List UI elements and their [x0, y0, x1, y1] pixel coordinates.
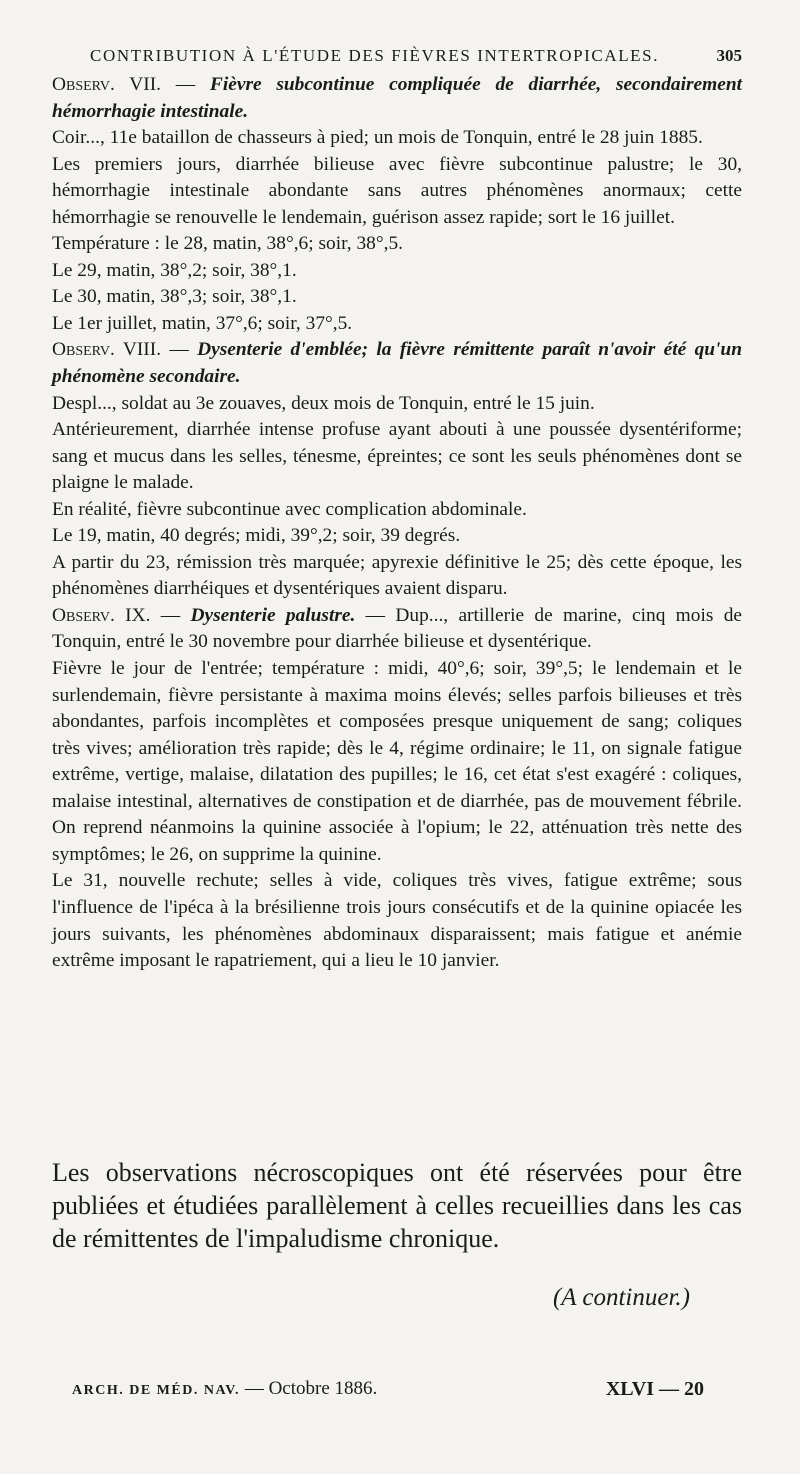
observation-number: VIII.: [122, 339, 162, 361]
observation-number: IX.: [125, 604, 151, 626]
observation-lead: — Dup..., artillerie de marine, cinq mois de Tonquin, entré le 30 novembre pour diarrhée bilieuse et dysentérique.: [52, 604, 742, 653]
observation-label: Observ.: [52, 604, 115, 626]
observation-title: Dysenterie d'emblée; la fièvre rémittente paraît n'avoir été qu'un phénomène secondaire.: [52, 339, 742, 388]
paragraph: Coir..., 11e bataillon de chasseurs à pied; un mois de Tonquin, entré le 28 juin 1885.: [52, 127, 703, 149]
to-be-continued: (A continuer.): [552, 1284, 690, 1311]
paragraph: Fièvre le jour de l'entrée; température : midi, 40°,6; soir, 39°,5; le lendemain et le surlendemain, fièvre persistante à maxima moins élevés; selles parfois bilieuses et très abondantes, parfois incomplètes et composées presque uniquement de sang; coliques très vives; amélioration très rapide; dès le 4, régime ordinaire; le 11, on signale fatigue extrême, vertige, malaise, dilatation des pupilles; le 16, cet état s'est exagéré : coliques, malaise intestinal, alternatives de constipation et de diarrhée, pas de mouvement fébrile. On reprend néanmoins la quinine associée à l'opium; le 22, atténuation très nette des symptômes; le 26, on supprime la quinine.: [52, 658, 742, 865]
conclusion-paragraph: Les observations nécroscopiques ont été réservées pour être publiées et étudiées parallèlement à celles recueillies dans les cas de rémittentes de l'impaludisme chronique.: [52, 1158, 742, 1253]
observation-heading: [52, 337, 742, 390]
observation-heading: [52, 603, 742, 656]
dash: —: [161, 74, 210, 95]
page-footer: [72, 1378, 704, 1400]
dash: —: [150, 604, 191, 626]
issue-date: Octobre 1886.: [268, 1378, 378, 1399]
paragraph: Les premiers jours, diarrhée bilieuse avec fièvre subcontinue palustre; le 30, hémorrhagie intestinale abondante sans autres phénomènes anormaux; cette hémorrhagie se renouvelle le lendemain, guérison assez rapide; sort le 16 juillet.: [52, 153, 742, 228]
journal-name: ARCH. DE MÉD. NAV.: [72, 1383, 241, 1398]
temperature-line: Température : le 28, matin, 38°,6; soir, 38°,5.: [52, 233, 404, 255]
paragraph: En réalité, fièvre subcontinue avec complication abdominale.: [52, 498, 527, 520]
running-title: CONTRIBUTION À L'ÉTUDE DES FIÈVRES INTERTROPICALES.: [90, 46, 660, 65]
running-header: [90, 46, 742, 66]
paragraph: Le 19, matin, 40 degrés; midi, 39°,2; soir, 39 degrés.: [52, 525, 461, 547]
page-number: 305: [716, 46, 742, 65]
paragraph: Despl..., soldat au 3e zouaves, deux mois de Tonquin, entré le 15 juin.: [52, 392, 595, 414]
volume-signature: XLVI — 20: [605, 1378, 704, 1400]
observation-title: Dysenterie palustre.: [190, 604, 356, 626]
temperature-line: Le 29, matin, 38°,2; soir, 38°,1.: [52, 259, 297, 281]
paragraph: Le 31, nouvelle rechute; selles à vide, coliques très vives, fatigue extrême; sous l'influence de l'ipéca à la brésilienne trois jours consécutifs et de la quinine opiacée les jours suivants, les phénomènes abdominaux disparaissent; mais fatigue et anémie extrême imposant le rapatriement, qui a lieu le 10 janvier.: [52, 870, 742, 972]
observation-heading: [52, 72, 742, 125]
observation-label: Observ.: [52, 74, 115, 95]
observation-number: VII.: [129, 74, 162, 95]
temperature-line: Le 30, matin, 38°,3; soir, 38°,1.: [52, 286, 297, 308]
article-body: [52, 72, 742, 975]
paragraph: A partir du 23, rémission très marquée; apyrexie définitive le 25; dès cette époque, les phénomènes diarrhéiques et dysentériques avaient disparu.: [52, 551, 742, 600]
paragraph: Antérieurement, diarrhée intense profuse ayant abouti à une poussée dysentériforme; sang et mucus dans les selles, ténesme, épreintes; ce sont les seuls phénomènes dont se plaigne le malade.: [52, 419, 742, 494]
temperature-line: Le 1er juillet, matin, 37°,6; soir, 37°,5.: [52, 312, 353, 334]
observation-label: Observ.: [52, 339, 115, 361]
footer-dash: —: [240, 1378, 269, 1399]
observation-title: Fièvre subcontinue compliquée de diarrhée, secondairement hémorrhagie intestinale.: [52, 74, 742, 122]
dash: —: [161, 339, 198, 361]
